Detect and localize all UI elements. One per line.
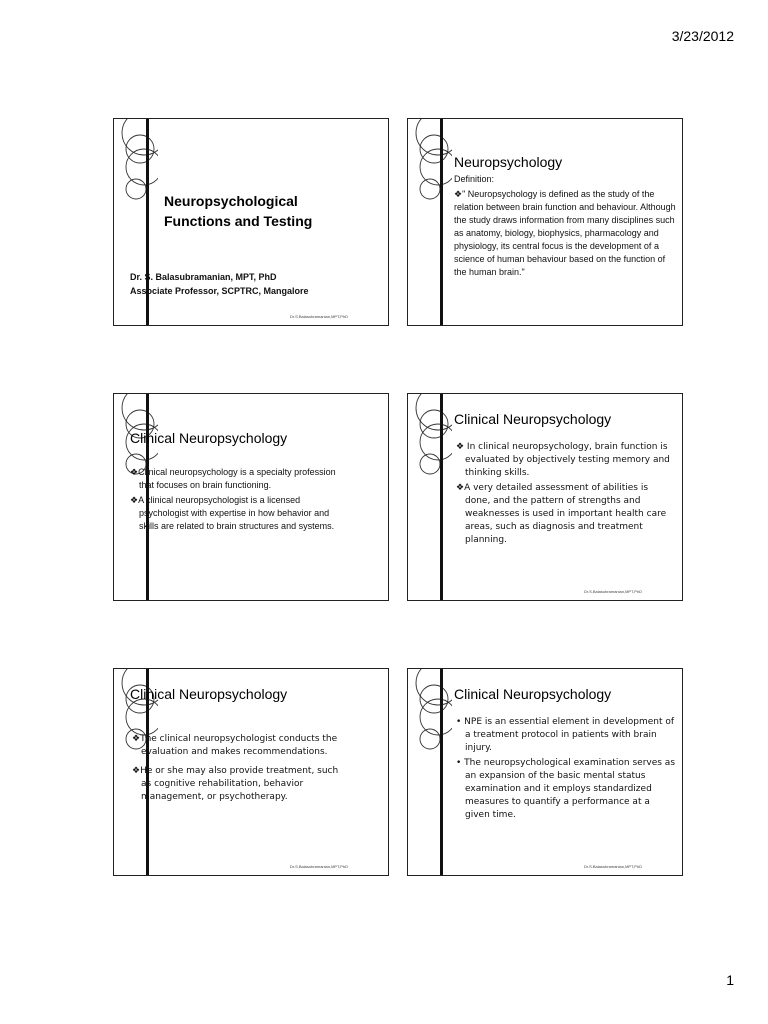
slide-definition-text [454,173,678,281]
slide-point: ❖ In clinical neuropsychology, brain function is evaluated by objectively testing memory and thinking skills. [456,442,670,478]
slide-title-line-2: Functions and Testing [164,213,313,229]
swirl-decoration-icon [408,669,452,773]
slide-heading: Neuropsychology [454,154,563,170]
slide-footer: Dr.S.Balasubramanian,MPT,PhD [583,864,642,869]
slide-footer: Dr.S.Balasubramanian,MPT,PhD [289,314,348,319]
slide-clinical-neuropsychology-3 [113,668,389,876]
definition-label: Definition: [454,174,495,184]
slide-heading: Clinical Neuropsychology [454,686,612,702]
slide-body [456,441,676,549]
slide-side-bar [440,394,443,600]
slide-body [132,733,344,806]
slide-body [456,716,676,824]
slide-author: Dr. S. Balasubramanian, MPT, PhD [130,272,277,282]
slide-footer: Dr.S.Balasubramanian,MPT,PhD [583,589,642,594]
slide-heading: Clinical Neuropsychology [130,430,288,446]
slide-clinical-neuropsychology-4 [407,668,683,876]
slide-clinical-neuropsychology-1 [113,393,389,601]
slide-side-bar [440,119,443,325]
page-date: 3/23/2012 [671,28,734,44]
swirl-decoration-icon [408,119,452,223]
slide-point: • NPE is an essential element in development of a treatment protocol in patients with brain injury. [456,717,675,753]
slide-heading: Clinical Neuropsychology [454,411,612,427]
slide-clinical-neuropsychology-2 [407,393,683,601]
slide-point: ❖A very detailed assessment of abilities is done, and the pattern of strengths and weaknesses is used in important health care areas, such as diagnosis and treatment planning. [456,483,667,545]
slide-affiliation: Associate Professor, SCPTRC, Mangalore [130,286,309,296]
definition-paragraph: ❖" Neuropsychology is defined as the study of the relation between brain function and behaviour. Although the study draws information from many disciplines such as anatomy, biology, biophysics, pharmacology and physiology, its central focus is the development of a science of human behaviour based on the function of the human brain." [454,189,676,277]
slide-point: ❖The clinical neuropsychologist conducts the evaluation and makes recommendations. [132,734,338,757]
slide-body [130,466,348,535]
slide-side-bar [440,669,443,875]
slide-point: ❖Clinical neuropsychology is a specialty profession that focuses on brain functioning. [130,467,336,490]
slide-point: ❖A clinical neuropsychologist is a licensed psychologist with expertise in how behavior and skills are related to brain structures and systems. [130,495,335,531]
slide-footer: Dr.S.Balasubramanian,MPT,PhD [289,864,348,869]
slide-point: ❖He or she may also provide treatment, such as cognitive rehabilitation, behavior management, or psychotherapy. [132,766,339,802]
page-number: 1 [726,972,734,988]
slide-heading: Clinical Neuropsychology [130,686,288,702]
slide-title-line-1: Neuropsychological [164,193,298,209]
swirl-decoration-icon [408,394,452,498]
slide-point: • The neuropsychological examination serves as an expansion of the basic mental status examination and it employs standardized measures to quantify a performance at a given time. [456,758,676,820]
slide-neuropsychology-definition [407,118,683,326]
swirl-decoration-icon [114,119,158,223]
slide-title [113,118,389,326]
